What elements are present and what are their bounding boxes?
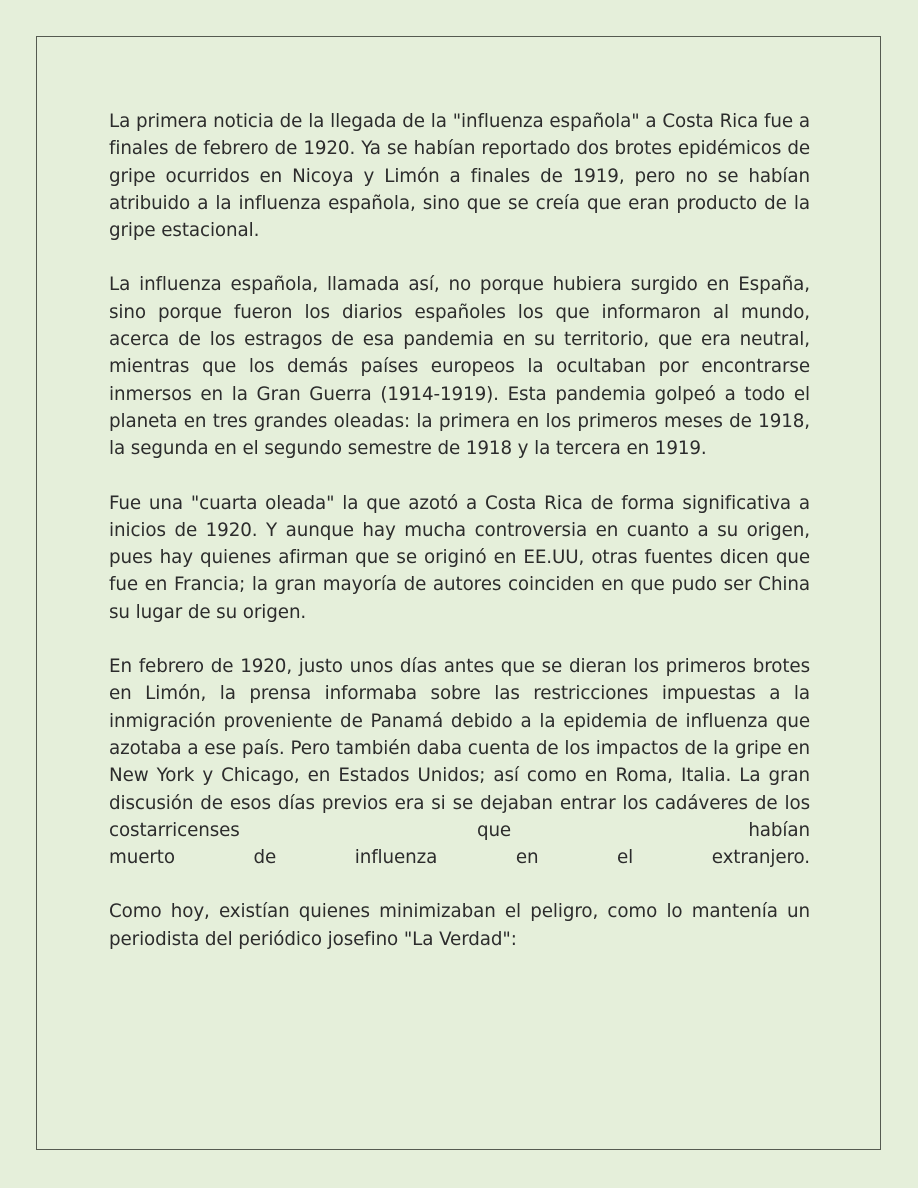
- justified-word: de: [253, 847, 277, 869]
- justified-word: el: [617, 847, 634, 869]
- paragraph-4-last-line: [109, 844, 810, 871]
- paragraph-3: Fue una "cuarta oleada" la que azotó a Costa Rica de forma significativa a inicios de 1920. Y aunque hay mucha controversia en cuanto a su origen, pues hay quienes afirman que se originó en EE.UU, otras fuentes dicen que fue en Francia; la gran mayoría de autores coinciden en que pudo ser China su lugar de su origen.: [109, 492, 810, 623]
- justified-word: extranjero.: [711, 847, 810, 869]
- paragraph-4: [109, 653, 810, 871]
- paragraph-5: Como hoy, existían quienes minimizaban el peligro, como lo mantenía un periodista del periódico josefino "La Verdad":: [109, 901, 810, 950]
- justified-word: en: [515, 847, 539, 869]
- justified-word: influenza: [354, 847, 438, 869]
- justified-word: muerto: [109, 847, 175, 869]
- paragraph-2: La influenza española, llamada así, no porque hubiera surgido en España, sino porque fueron los diarios españoles los que informaron al mundo, acerca de los estragos de esa pandemia en su territorio, que era neutral, mientras que los demás países europeos la ocultaban por encontrarse inmersos en la Gran Guerra (1914-1919). Esta pandemia golpeó a todo el planeta en tres grandes oleadas: la primera en los primeros meses de 1918, la segunda en el segundo semestre de 1918 y la tercera en 1919.: [109, 274, 810, 460]
- paragraph-1: La primera noticia de la llegada de la "influenza española" a Costa Rica fue a finales de febrero de 1920. Ya se habían reportado dos brotes epidémicos de gripe ocurridos en Nicoya y Limón a finales de 1919, pero no se habían atribuido a la influenza española, sino que se creía que eran producto de la gripe estacional.: [109, 111, 810, 242]
- paragraph-4-body: En febrero de 1920, justo unos días antes que se dieran los primeros brotes en Limón, la prensa informaba sobre las restricciones impuestas a la inmigración proveniente de Panamá debido a la epidemia de influenza que azotaba a ese país. Pero también daba cuenta de los impactos de la gripe en New York y Chicago, en Estados Unidos; así como en Roma, Italia. La gran discusión de esos días previos era si se dejaban entrar los cadáveres de los costarricenses que habían: [109, 656, 810, 841]
- document-body: [109, 108, 810, 953]
